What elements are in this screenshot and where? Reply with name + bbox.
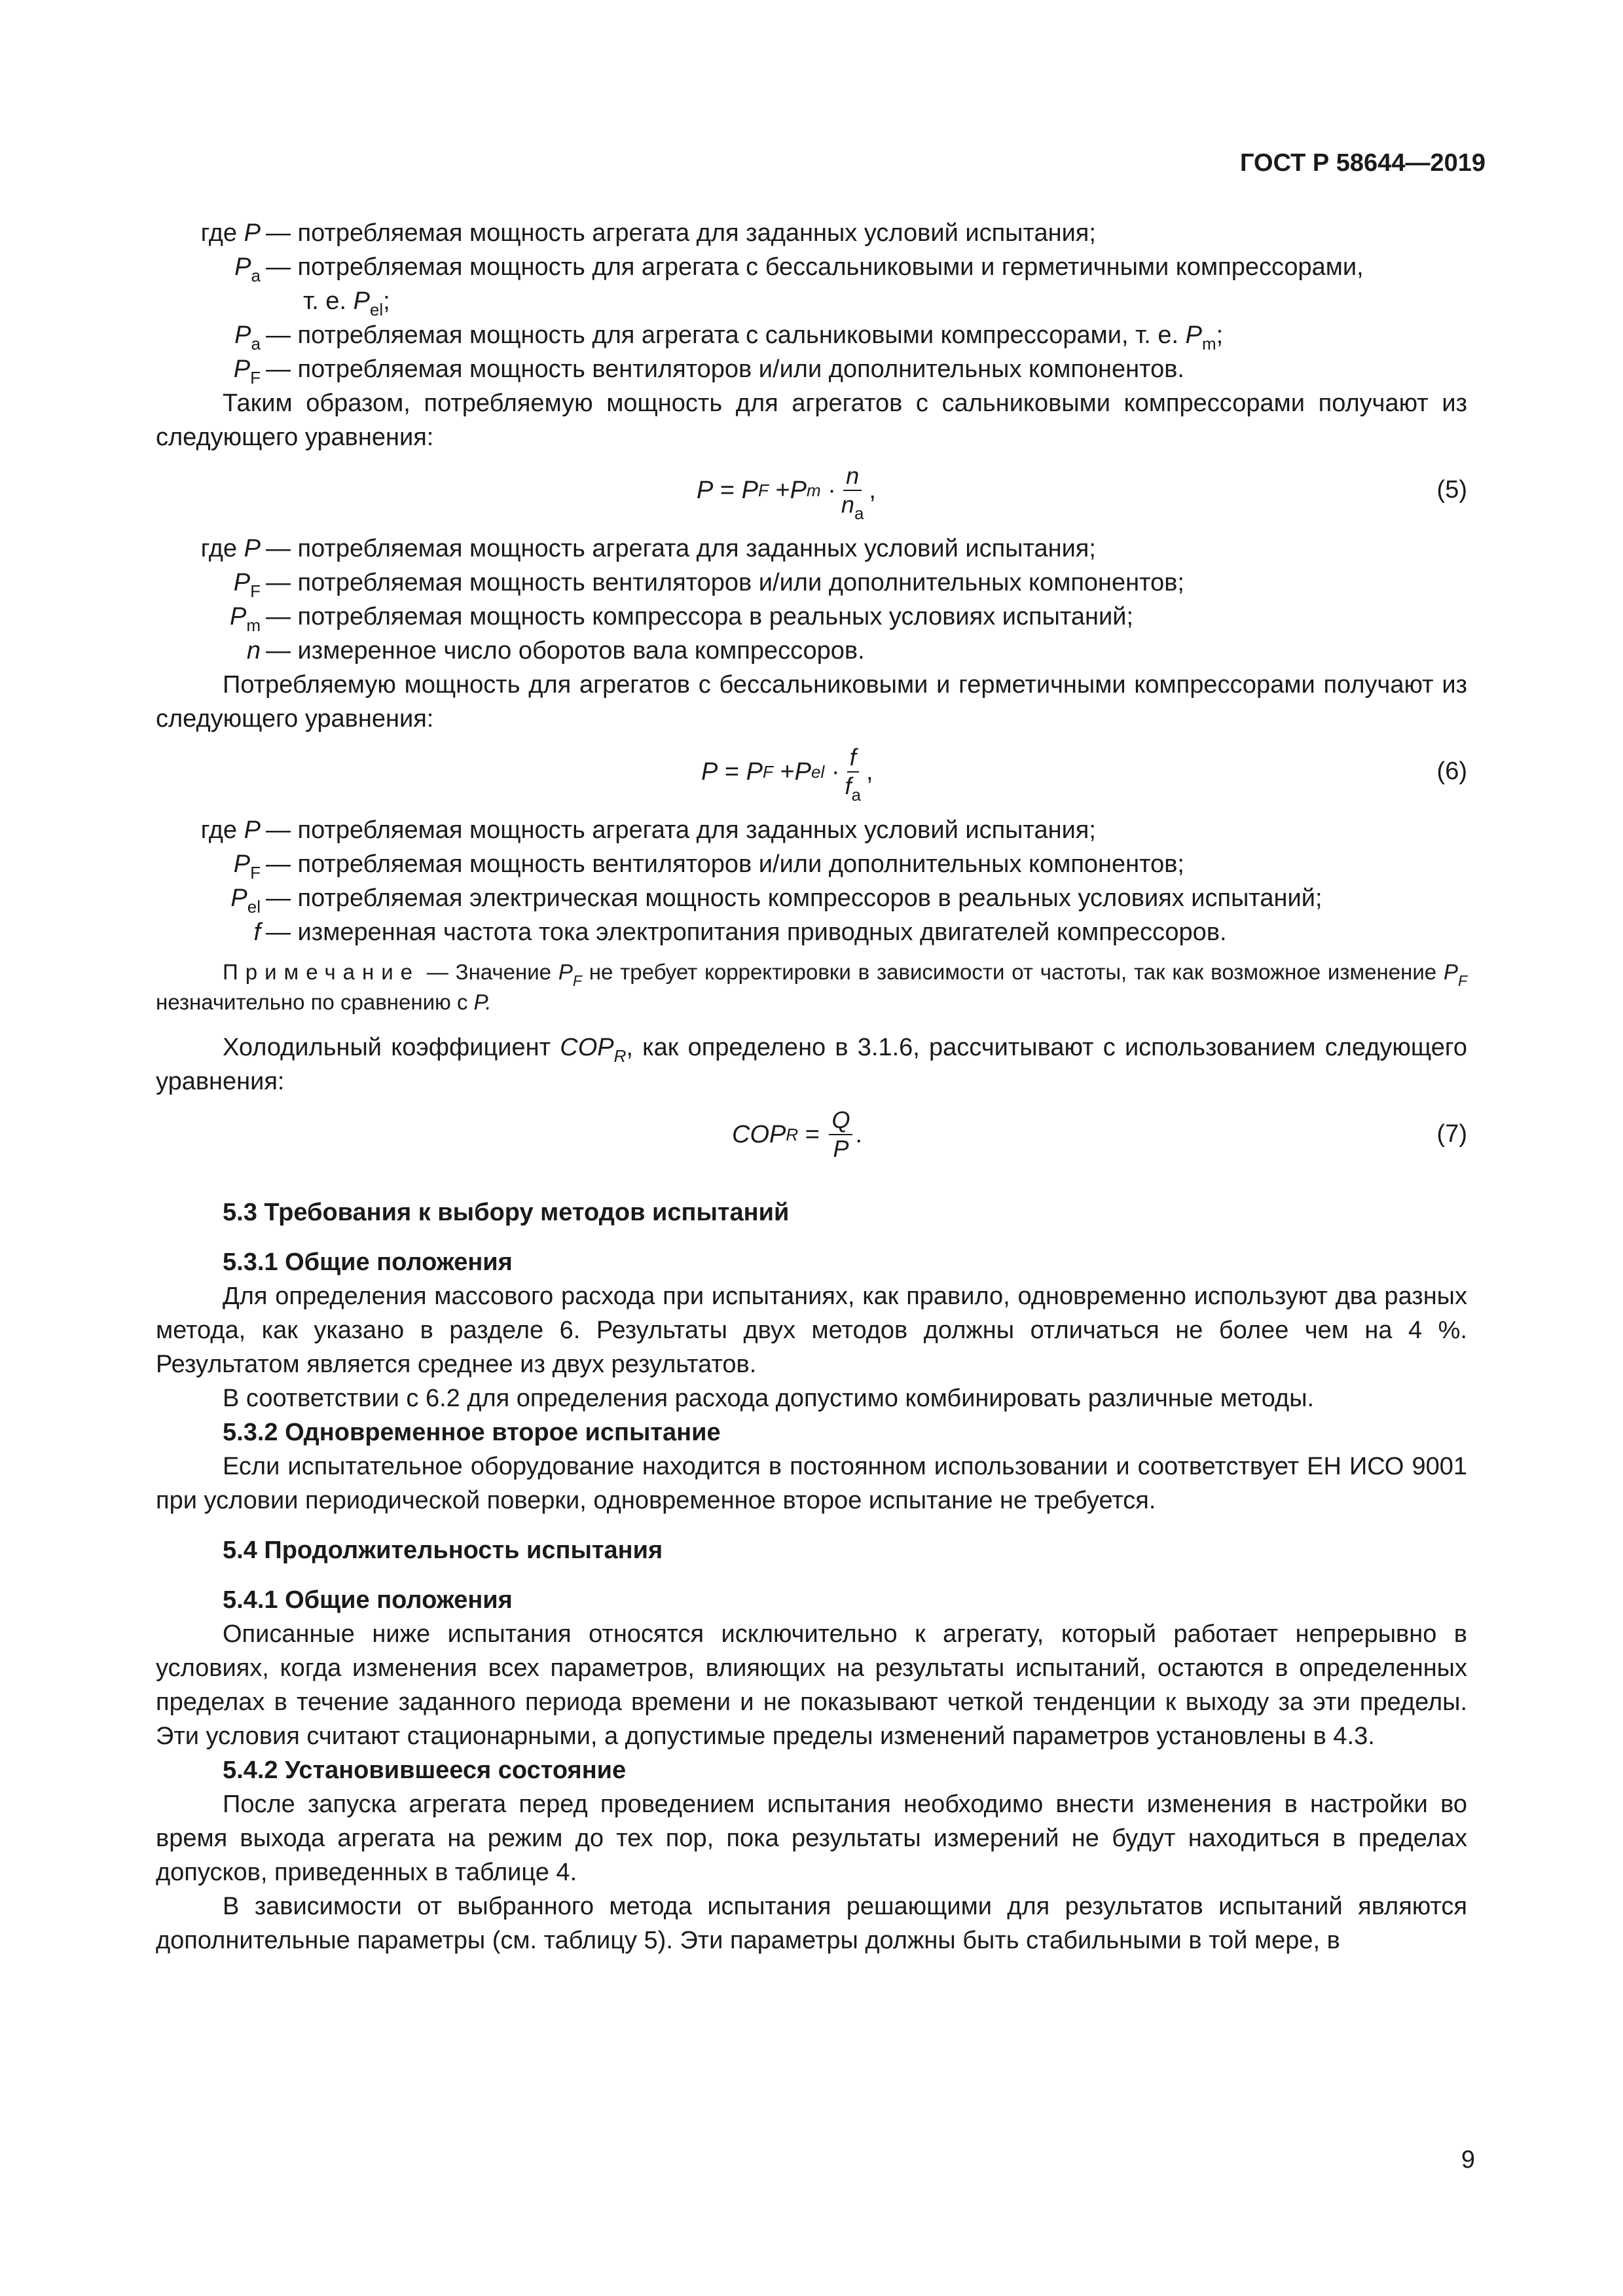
paragraph: Для определения массового расхода при испытаниях, как правило, одновременно используют два разных метода, как указано в разделе 6. Результаты двух методов должны отличаться не более чем на 4 %. Результатом является среднее из двух результатов. (156, 1283, 1467, 1378)
paragraph: В зависимости от выбранного метода испытания решающими для результатов испытаний являются дополнительные параметры (см. таблицу 5). Эти параметры должны быть стабильными в той мере, в (156, 1893, 1467, 1954)
fraction: $\frac{f}{f_a}$ (845, 744, 861, 805)
section-heading: 5.4 Продолжительность испытания (223, 1537, 663, 1564)
definition-item: где P — потребляемая мощность агрегата для заданных условий испытания; (200, 219, 1096, 247)
body-text (156, 216, 1467, 1958)
equation-7: COP R = $\frac{Q}{P}$ . (7) (732, 1106, 1467, 1162)
definition-item: где P — потребляемая мощность агрегата для заданных условий испытания; (200, 535, 1096, 562)
definition-item: $P_F$ — потребляемая мощность вентиляторов и/или дополнительных компонентов. (233, 355, 1184, 388)
definition-item: где P — потребляемая мощность агрегата для заданных условий испытания; (200, 816, 1096, 844)
paragraph: Описанные ниже испытания относятся исключительно к агрегату, который работает непрерывно в условиях, когда изменения всех параметров, влияющих на результаты испытаний, остаются в определенных пределах в течение заданного периода времени и не показывают четкой тенденции к выходу за эти пределы. Эти условия считают стационарными, а допустимые пределы изменений параметров установлены в 4.3. (156, 1620, 1467, 1750)
subsection-heading: 5.4.2 Установившееся состояние (223, 1757, 627, 1784)
subsection-heading: 5.3.2 Одновременное второе испытание (223, 1419, 721, 1446)
paragraph: Таким образом, потребляемую мощность для агрегатов с сальниковыми компрессорами получают из следующего уравнения: (156, 390, 1467, 451)
equation-number: (6) (1436, 757, 1467, 785)
definition-continuation: т. е. $P_{el}$; (303, 287, 390, 319)
paragraph: Если испытательное оборудование находится в постоянном использовании и соответствует ЕН ИСО 9001 при условии периодической поверки, одновременное второе испытание не требуется. (156, 1453, 1467, 1514)
definition-item: n — измеренное число оборотов вала компрессоров. (246, 637, 865, 665)
paragraph: Холодильный коэффициент $COP_R$, как определено в 3.1.6, рассчитывают с использованием следующего уравнения: (156, 1034, 1467, 1095)
equation-number: (5) (1436, 476, 1467, 503)
paragraph: После запуска агрегата перед проведением испытания необходимо внести изменения в настройки во время выхода агрегата на режим до тех пор, пока результаты измерений не будут находиться в пределах допусков, приведенных в таблице 4. (156, 1791, 1467, 1886)
definition-item: $P_F$ — потребляемая мощность вентиляторов и/или дополнительных компонентов; (233, 850, 1184, 883)
definition-item: $P_{el}$ — потребляемая электрическая мощность компрессоров в реальных условиях испытаний; (230, 884, 1322, 917)
equation-6: P = P F + P el · $\frac{f}{f_a}$ , (6) (701, 744, 1467, 805)
note: Примечание — Значение $P_F$ не требует корректировки в зависимости от частоты, так как возможное изменение $P_F$ незначительно по сравнению с P. (156, 960, 1468, 1014)
definition-item: $P_a$ — потребляемая мощность для агрегата с бессальниковыми и герметичными компрессорами, (234, 253, 1364, 285)
definition-item: $P_m$ — потребляемая мощность компрессора в реальных условиях испытаний; (229, 603, 1134, 635)
subsection-heading: 5.3.1 Общие положения (223, 1248, 513, 1276)
definition-item: f — измеренная частота тока электропитания приводных двигателей компрессоров. (253, 919, 1227, 946)
subsection-heading: 5.4.1 Общие положения (223, 1586, 513, 1614)
equation-number: (7) (1436, 1120, 1467, 1148)
page-number: 9 (1461, 2146, 1475, 2174)
definition-item: $P_a$ — потребляемая мощность для агрегата с сальниковыми компрессорами, т. е. $P_m$; (234, 321, 1224, 354)
document-id: ГОСТ Р 58644—2019 (1240, 149, 1486, 177)
section-heading: 5.3 Требования к выбору методов испытаний (223, 1199, 790, 1226)
paragraph: В соответствии с 6.2 для определения расхода допустимо комбинировать различные методы. (223, 1385, 1315, 1412)
definition-item: $P_F$ — потребляемая мощность вентиляторов и/или дополнительных компонентов; (233, 569, 1184, 601)
fraction: $\frac{Q}{P}$ (829, 1106, 852, 1163)
paragraph: Потребляемую мощность для агрегатов с бессальниковыми и герметичными компрессорами получают из следующего уравнения: (156, 671, 1467, 733)
equation-5: P = P F + P m · $\frac{n}{n_a}$ , (5) (697, 462, 1467, 523)
fraction: $\frac{n}{n_a}$ (841, 462, 864, 523)
